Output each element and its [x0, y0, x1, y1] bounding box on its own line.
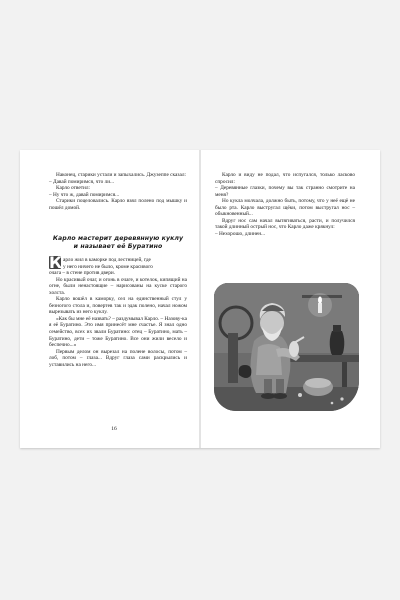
chapter-title-line: Карло мастерит деревянную куклу [52, 235, 184, 242]
paragraph: – Деревянные глазки, почему вы так странно смотрите на меня? [215, 185, 355, 198]
paragraph: – Ну что ж, давай помиримся... [49, 191, 120, 198]
paragraph-line: арло жил в каморке под лестницей, где [63, 257, 151, 263]
paragraph: Карло вошёл в каморку, сел на единственный стул у безногого стола и, повертев так и эдак полено, начал ножом вырезывать из него куклу. [49, 296, 187, 316]
paragraph: очага – в стене против двери. [49, 270, 116, 277]
carlo-carving-illustration [214, 283, 359, 411]
paragraph: Старики поцеловались. Карло взял полено под мышку и пошёл домой. [49, 198, 187, 211]
paragraph: Но красивый очаг, и огонь в очаге, и котелок, кипящий на огне, были ненастоящие – нарисованы на куске старого холста. [49, 276, 187, 296]
book-spread [20, 150, 380, 448]
right-text [215, 172, 355, 237]
paragraph: «Как бы мне её назвать? – раздумывал Карло. – Назову-ка я её Буратино. Это имя принесёт мне счастье. Я знал одно семейство, всех их звали Буратино: отец – Буратино, мать – Буратино, дети – тоже Буратино. Все они жили весело и беспечно...» [49, 315, 187, 349]
left-page [20, 150, 199, 448]
paragraph: – Нехорошо, длинен... [215, 230, 266, 237]
left-body-text [49, 253, 187, 368]
paragraph: – Давай помиримся, что ли... [49, 178, 115, 185]
paragraph: Но кукла молчала, должно быть, потому, что у неё ещё не было рта. Карло выстругал щёки, потом выстругал нос – обыкновенный... [215, 198, 355, 218]
paragraph: Наконец, старики устали и запыхались. Джузеппе сказал: [56, 172, 186, 178]
right-page [201, 150, 380, 448]
left-intro-text [49, 172, 187, 211]
paragraph-line: у него ничего не было, кроме красивого [63, 263, 153, 270]
illustration-drawing [214, 283, 359, 411]
paragraph: Первым делом он вырезал на полене волосы, потом – лоб, потом – глаза... Вдруг глаза сами раскрылись и уставились на него... [49, 348, 187, 368]
paragraph: Карло и виду не подал, что испугался, только ласково спросил: [215, 172, 355, 185]
paragraph: Карло ответил: [56, 185, 90, 192]
chapter-title [49, 235, 187, 251]
chapter-title-line: и называет её Буратино [73, 243, 163, 250]
paragraph: Вдруг нос сам начал вытягиваться, расти, и получился такой длинный острый нос, что Карло даже крякнул: [215, 217, 355, 231]
page-number: 16 [111, 426, 117, 432]
drop-cap: К [49, 253, 63, 272]
